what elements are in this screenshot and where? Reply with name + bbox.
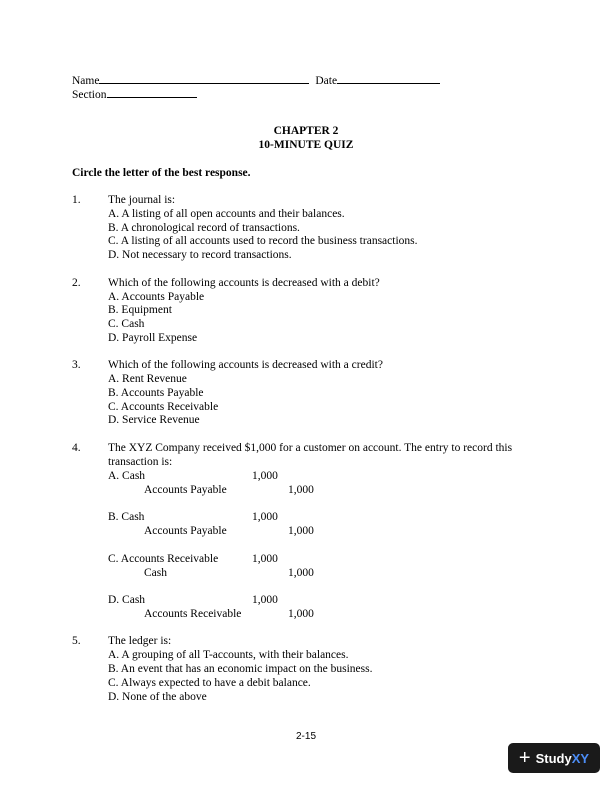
name-blank xyxy=(99,72,309,84)
journal-debit-amount: 1,000 xyxy=(252,511,278,523)
journal-credit-account: Accounts Payable xyxy=(144,525,227,537)
instructions: Circle the letter of the best response. xyxy=(72,167,251,179)
journal-debit-account: A. Cash xyxy=(108,470,146,482)
logo-brand: Study xyxy=(535,750,572,766)
question-number: 5. xyxy=(72,635,81,647)
question-stem: The XYZ Company received $1,000 for a customer on account. The entry to record this xyxy=(108,442,513,454)
quiz-title: 10-MINUTE QUIZ xyxy=(258,139,354,151)
question-number: 2. xyxy=(72,277,81,289)
question-stem-continued: transaction is: xyxy=(108,456,173,468)
answer-option: A. Rent Revenue xyxy=(108,373,187,385)
journal-debit-account: D. Cash xyxy=(108,594,146,606)
answer-option: B. A chronological record of transactions. xyxy=(108,222,300,234)
logo-brand-accent: XY xyxy=(571,750,590,766)
question-stem: The ledger is: xyxy=(108,635,172,647)
journal-credit-amount: 1,000 xyxy=(288,608,314,620)
answer-option: B. Accounts Payable xyxy=(108,387,204,399)
section-field xyxy=(72,86,197,102)
journal-credit-account: Accounts Payable xyxy=(144,484,227,496)
answer-option: C. Accounts Receivable xyxy=(108,401,219,413)
answer-option: D. Service Revenue xyxy=(108,414,200,426)
question-stem: The journal is: xyxy=(108,194,176,206)
answer-option: A. A grouping of all T-accounts, with their balances. xyxy=(108,649,349,661)
answer-option: A. A listing of all open accounts and their balances. xyxy=(108,208,345,220)
question-stem: Which of the following accounts is decreased with a credit? xyxy=(108,359,383,371)
answer-option: D. Not necessary to record transactions. xyxy=(108,249,292,261)
question-stem: Which of the following accounts is decreased with a debit? xyxy=(108,277,380,289)
journal-credit-amount: 1,000 xyxy=(288,525,314,537)
question-number: 3. xyxy=(72,359,81,371)
section-label: Section xyxy=(72,89,107,101)
question-number: 4. xyxy=(72,442,81,454)
date-label: Date xyxy=(315,75,338,87)
journal-debit-amount: 1,000 xyxy=(252,594,278,606)
answer-option: C. Always expected to have a debit balance. xyxy=(108,677,311,689)
section-blank xyxy=(107,86,197,98)
answer-option: A. Accounts Payable xyxy=(108,291,205,303)
question-number: 1. xyxy=(72,194,81,206)
page-number: 2-15 xyxy=(295,731,316,742)
answer-option: D. Payroll Expense xyxy=(108,332,198,344)
journal-credit-amount: 1,000 xyxy=(288,567,314,579)
journal-debit-amount: 1,000 xyxy=(252,553,278,565)
journal-credit-amount: 1,000 xyxy=(288,484,314,496)
answer-option: B. An event that has an economic impact on the business. xyxy=(108,663,373,675)
answer-option: C. Cash xyxy=(108,318,145,330)
studyxy-logo xyxy=(508,743,600,773)
journal-credit-account: Accounts Receivable xyxy=(144,608,242,620)
journal-debit-account: C. Accounts Receivable xyxy=(108,553,219,565)
answer-option: B. Equipment xyxy=(108,304,172,316)
chapter-title: CHAPTER 2 xyxy=(273,125,339,137)
name-label: Name xyxy=(72,75,100,87)
journal-debit-amount: 1,000 xyxy=(252,470,278,482)
date-blank xyxy=(337,72,440,84)
journal-credit-account: Cash xyxy=(144,567,167,579)
journal-debit-account: B. Cash xyxy=(108,511,145,523)
plus-icon: + xyxy=(518,747,531,769)
answer-option: D. None of the above xyxy=(108,691,207,703)
answer-option: C. A listing of all accounts used to record the business transactions. xyxy=(108,235,418,247)
